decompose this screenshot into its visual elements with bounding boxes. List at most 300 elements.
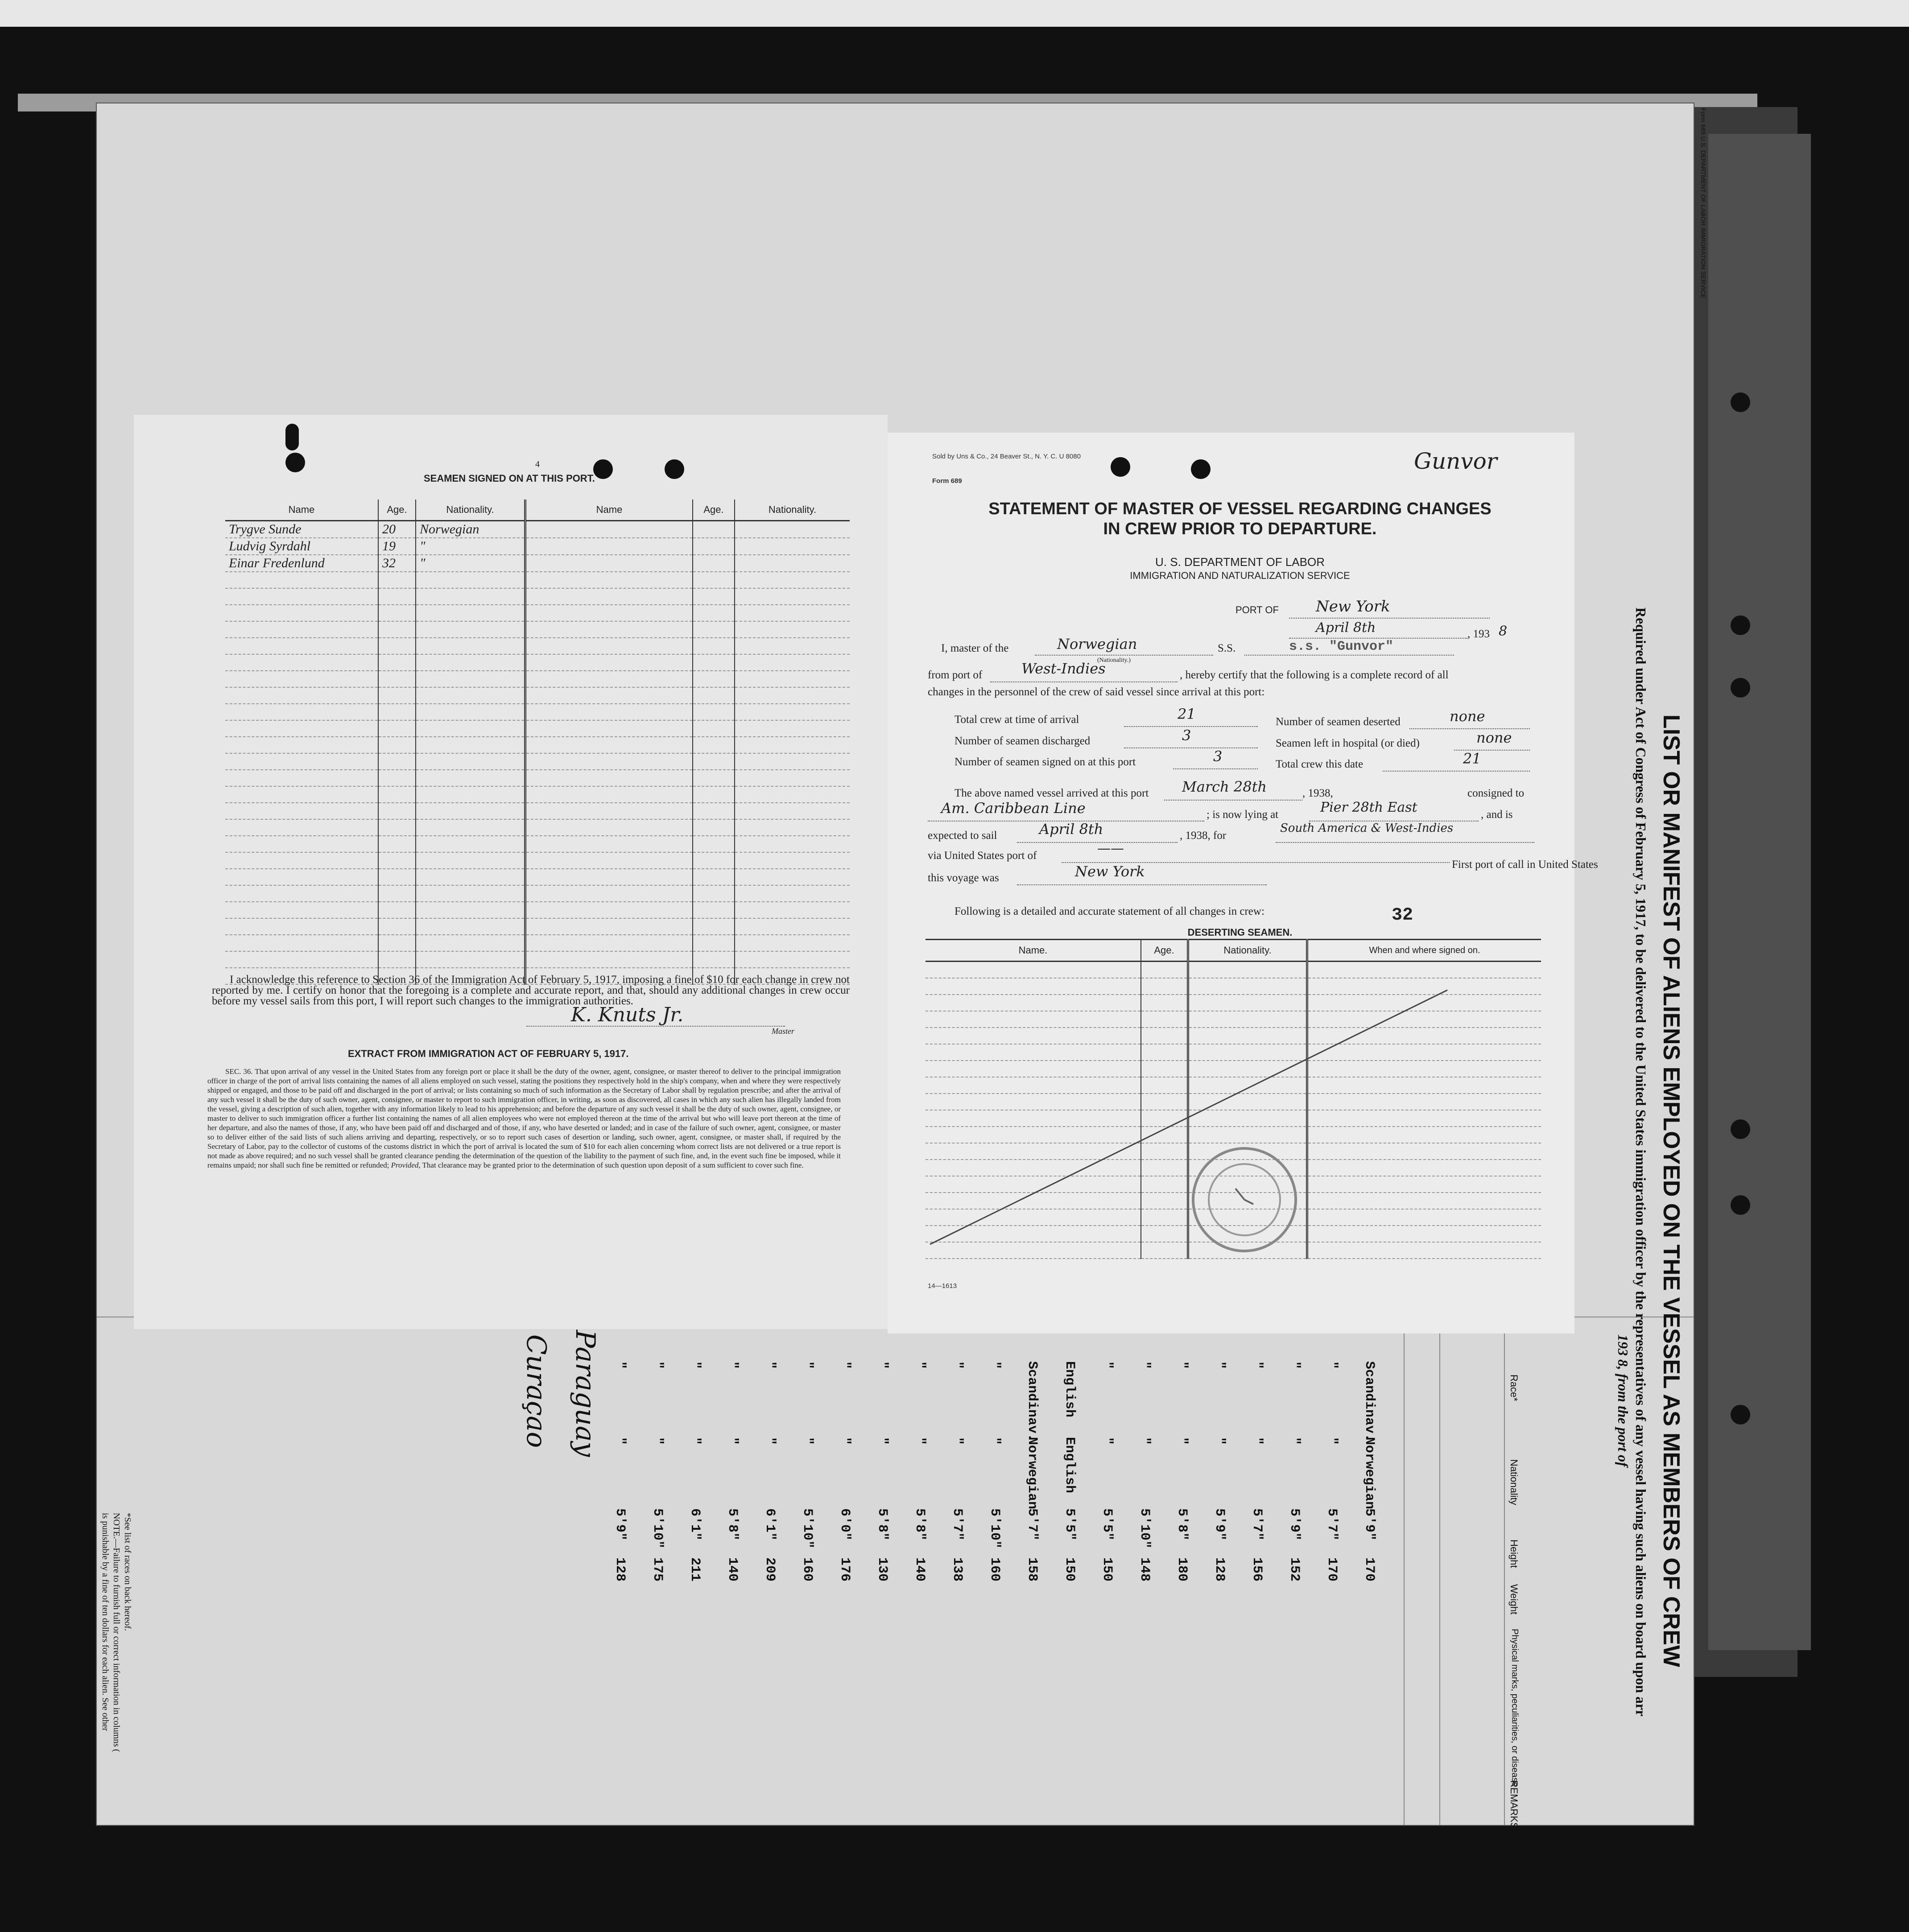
entry-nationality: " [416,555,525,572]
table-row [225,935,850,951]
entry-nationality: Norwegian [416,521,525,538]
empty-cell [416,869,525,885]
empty-cell [735,770,850,786]
master-of-label: I, master of the [941,642,1009,654]
empty-cell [693,852,735,869]
empty-cell [525,885,693,902]
manifest-cell-race: " [1137,1361,1152,1370]
ss-stamp: s.s. "Gunvor" [1289,639,1394,654]
empty-cell [693,521,735,538]
empty-cell [378,621,416,638]
manifest-cell-weight: 140 [725,1557,740,1582]
manifest-cell-weight: 152 [1287,1557,1302,1582]
statement-sheet [888,433,1598,1333]
table-row [225,836,850,852]
manifest-cell-nationality: " [1174,1437,1190,1445]
col-header-name: Name [525,500,693,521]
empty-cell [735,555,850,572]
empty-cell [525,753,693,770]
table-row [225,538,850,555]
empty-cell [416,638,525,654]
empty-cell [735,935,850,951]
manifest-cell-weight: 160 [987,1557,1002,1582]
empty-cell [735,753,850,770]
empty-cell [693,737,735,753]
empty-cell [378,770,416,786]
manifest-port-line: 193 8, from the port of [1615,1334,1631,1467]
empty-cell [378,902,416,918]
manifest-cell-nationality: " [912,1437,927,1445]
statement-title-line2: IN CREW PRIOR TO DEPARTURE. [1103,520,1377,538]
empty-cell [525,671,693,687]
empty-cell [735,572,850,588]
from-port-label: from port of [928,669,983,681]
manifest-cell-weight: 150 [1062,1557,1077,1582]
deserted-label: Number of seamen deserted [1276,716,1401,728]
total-crew-date: 21 [1463,750,1481,767]
extract-body [207,1067,841,1170]
empty-cell [525,572,693,588]
from-port-value: West-Indies [1021,660,1106,677]
empty-cell [416,770,525,786]
punch-hole [1731,615,1750,635]
empty-cell [735,621,850,638]
manifest-cell-height: 6'1" [687,1508,702,1541]
empty-cell [225,935,378,951]
manifest-cell-weight: 209 [762,1557,777,1582]
footnote: *See list of races on back hereof. [123,1513,132,1631]
table-row [225,704,850,720]
handwritten-note: Paraguay [570,1330,601,1457]
entry-age: 32 [378,555,416,572]
department-name: U. S. DEPARTMENT OF LABOR [1155,555,1325,569]
manifest-cell-race: " [1099,1361,1115,1370]
punch-hole [1731,1405,1750,1424]
manifest-cell-weight: 160 [800,1557,815,1582]
manifest-cell-weight: 158 [1025,1557,1040,1582]
empty-cell [416,753,525,770]
empty-cell [693,819,735,836]
empty-cell [416,621,525,638]
empty-cell [735,786,850,803]
empty-cell [735,836,850,852]
manifest-cell-weight: 148 [1137,1557,1152,1582]
col-header-age: Age. [693,500,735,521]
col-header-age: Age. [1141,940,1188,962]
signed-on-label: Number of seamen signed on at this port [954,756,1136,768]
manifest-cell-weight: 150 [1099,1557,1115,1582]
discharged-value: 3 [1182,727,1191,744]
manifest-cell-race: " [762,1361,777,1370]
empty-cell [525,720,693,737]
manifest-cell-weight: 140 [912,1557,927,1582]
empty-cell [735,737,850,753]
empty-cell [735,605,850,621]
empty-cell [735,588,850,605]
manifest-cell-height: 5'9" [612,1508,628,1541]
punch-hole [285,453,305,472]
empty-cell [225,654,378,671]
table-row [225,918,850,935]
official-seal [1186,1142,1302,1258]
manifest-cell-height: 6'0" [837,1508,852,1541]
col-header-height: Height [1508,1540,1520,1568]
empty-cell [735,538,850,555]
manifest-cell-race: " [687,1361,702,1370]
empty-cell [225,885,378,902]
entry-name: Ludvig Syrdahl [225,538,378,555]
manifest-cell-height: 6'1" [762,1508,777,1541]
manifest-cell-height: 5'7" [1025,1508,1040,1541]
changes-text: changes in the personnel of the crew of said vessel since arrival at this port: [928,686,1265,698]
empty-cell [225,621,378,638]
empty-cell [416,737,525,753]
extract-section: SEC. 36. [225,1067,253,1076]
manifest-cell-height: 5'8" [725,1508,740,1541]
manifest-cell-height: 5'9" [1212,1508,1227,1541]
empty-cell [416,885,525,902]
manifest-cell-weight: 180 [1174,1557,1190,1582]
table-row [225,786,850,803]
statement-title-line1: STATEMENT OF MASTER OF VESSEL REGARDING CHANGES [988,500,1492,518]
empty-cell [225,770,378,786]
manifest-cell-nationality: " [687,1437,702,1445]
table-row [225,521,850,538]
field-line [1276,842,1534,843]
sheet-number: 32 [1392,905,1413,925]
table-row [225,737,850,753]
empty-cell [693,786,735,803]
manifest-cell-height: 5'10" [987,1508,1002,1549]
signed-on-table [225,500,850,985]
manifest-cell-height: 5'7" [950,1508,965,1541]
manifest-cell-race: " [837,1361,852,1370]
total-crew-arrival-label: Total crew at time of arrival [954,714,1079,726]
hospital-value: none [1476,729,1512,746]
empty-cell [525,902,693,918]
punch-hole [1111,457,1130,477]
hospital-label: Seamen left in hospital (or died) [1276,737,1420,749]
entry-name: Trygve Sunde [225,521,378,538]
empty-cell [525,605,693,621]
manifest-cell-nationality: " [987,1437,1002,1445]
manifest-cell-race: Scandinav. [1025,1361,1040,1442]
total-crew-date-label: Total crew this date [1276,758,1364,770]
port-of-label: PORT OF [1235,604,1279,615]
date-line [1289,638,1467,639]
manifest-title: LIST OR MANIFEST OF ALIENS EMPLOYED ON THE VESSEL AS MEMBERS OF CREW [1658,714,1684,1667]
manifest-cell-race: " [1324,1361,1339,1370]
manifest-cell-race: " [650,1361,665,1370]
empty-cell [525,737,693,753]
manifest-cell-nationality: " [1324,1437,1339,1445]
empty-cell [378,885,416,902]
empty-cell [378,588,416,605]
table-row [225,572,850,588]
punch-hole [1731,1195,1750,1215]
manifest-cell-weight: 156 [1249,1557,1264,1582]
vessel-name-note: Gunvor [1414,448,1497,474]
handwritten-note: Curaçao [521,1334,552,1448]
manifest-form-number: Form 689 U.S. DEPARTMENT OF LABOR IMMIGRATION SERVICE [1700,108,1707,299]
empty-cell [378,654,416,671]
lying-label: ; is now lying at [1207,809,1279,821]
empty-cell [378,918,416,935]
voyage-value: New York [1075,863,1145,880]
table-rule [1504,1317,1505,1825]
manifest-cell-weight: 128 [1212,1557,1227,1582]
empty-cell [735,869,850,885]
col-header-nationality: Nationality. [735,500,850,521]
signed-on-value: 3 [1213,748,1223,765]
empty-cell [735,819,850,836]
empty-cell [525,869,693,885]
empty-cell [525,588,693,605]
empty-cell [225,918,378,935]
manifest-cell-nationality: " [1137,1437,1152,1445]
empty-cell [693,704,735,720]
manifest-cell-race: " [912,1361,927,1370]
extract-proviso: Provided, [391,1161,421,1169]
empty-cell [693,638,735,654]
table-row [225,638,850,654]
table-row [225,770,850,786]
nationality-caption: (Nationality.) [1097,657,1131,664]
extract-title: EXTRACT FROM IMMIGRATION ACT OF FEBRUARY 5, 1917. [348,1048,629,1059]
punch-hole [285,424,299,450]
table-rule [1404,1317,1405,1825]
table-row [225,803,850,819]
empty-cell [693,902,735,918]
punch-hole [665,459,684,479]
nationality-value: Norwegian [1057,636,1137,652]
empty-cell [735,951,850,968]
empty-cell [416,687,525,704]
empty-cell [693,671,735,687]
empty-cell [378,951,416,968]
empty-cell [378,836,416,852]
empty-cell [735,852,850,869]
table-row [225,869,850,885]
manifest-cell-nationality: " [1287,1437,1302,1445]
manifest-cell-weight: 170 [1324,1557,1339,1582]
entry-age: 20 [378,521,416,538]
empty-cell [225,786,378,803]
field-line [1164,800,1302,801]
arrived-value: March 28th [1182,778,1267,795]
signature-label: Master [772,1027,794,1036]
col-header-remarks: REMARKS [1508,1780,1520,1829]
empty-cell [525,704,693,720]
table-row [225,852,850,869]
from-port-line [990,681,1178,682]
empty-cell [525,951,693,968]
empty-cell [378,605,416,621]
signed-on-sheet [134,415,888,1329]
manifest-cell-weight: 128 [612,1557,628,1582]
empty-cell [378,572,416,588]
empty-cell [525,852,693,869]
printer-line: Sold by Uns & Co., 24 Beaver St., N. Y. C. U 8080 [932,453,1081,460]
empty-cell [525,918,693,935]
punch-hole [593,459,613,479]
field-line [1173,768,1258,769]
empty-cell [416,819,525,836]
empty-cell [416,852,525,869]
entry-name: Einar Fredenlund [225,555,378,572]
col-header-age: Age. [378,500,416,521]
empty-cell [735,803,850,819]
manifest-cell-height: 5'7" [1324,1508,1339,1541]
empty-cell [525,654,693,671]
col-header-nationality: Nationality. [416,500,525,521]
empty-cell [693,720,735,737]
manifest-cell-height: 5'5" [1062,1508,1077,1541]
manifest-cell-height: 5'10" [1137,1508,1152,1549]
empty-cell [225,836,378,852]
manifest-cell-height: 5'9" [1362,1508,1377,1541]
manifest-cell-race: " [1174,1361,1190,1370]
punch-hole [1735,1726,1755,1746]
sail-label: expected to sail [928,830,997,842]
form-number: Form 689 [932,477,962,485]
ss-line [1244,655,1454,656]
manifest-cell-nationality: " [725,1437,740,1445]
top-margin-strip [0,0,1909,27]
manifest-cell-nationality: " [762,1437,777,1445]
manifest-cell-race: Scandinav. [1362,1361,1377,1442]
manifest-cell-height: 5'9" [1287,1508,1302,1541]
empty-cell [225,869,378,885]
empty-cell [416,671,525,687]
empty-cell [525,836,693,852]
empty-cell [416,654,525,671]
empty-cell [378,786,416,803]
empty-cell [1141,962,1188,978]
consignee-value: Am. Caribbean Line [941,800,1086,817]
manifest-cell-nationality: " [1099,1437,1115,1445]
empty-cell [225,753,378,770]
manifest-cell-nationality: " [875,1437,890,1445]
empty-cell [693,605,735,621]
empty-cell [735,521,850,538]
and-is-text: , and is [1481,809,1513,821]
empty-cell [225,687,378,704]
col-header-name: Name. [926,940,1141,962]
table-rule [1439,1317,1440,1825]
manifest-cell-nationality: " [837,1437,852,1445]
empty-cell [693,555,735,572]
empty-cell [525,786,693,803]
table-row [225,720,850,737]
empty-cell [225,803,378,819]
manifest-cell-height: 5'5" [1099,1508,1115,1541]
empty-cell [378,704,416,720]
empty-cell [525,521,693,538]
extract-tail: That clearance may be granted prior to the determination of such question upon deposit of a sum sufficient to cover such fine. [422,1161,804,1169]
acknowledgment-text: I acknowledge this reference to Section 36 of the Immigration Act of February 5, 1917, imposing a fine of $10 for each change in crew not reported by me. I certify on honor that the foregoing is a complete and accurate report, and that, should any additional changes in crew occur before my vessel sails from this port, I will report such changes to the immigration authorities. [212,974,850,1007]
empty-cell [926,962,1141,978]
empty-cell [378,737,416,753]
table-row [225,885,850,902]
table-row [225,902,850,918]
empty-cell [416,720,525,737]
sail-value: April 8th [1039,821,1103,838]
empty-cell [693,836,735,852]
table-row [225,819,850,836]
col-header-weight: Weight [1508,1584,1520,1615]
field-line [1017,884,1267,885]
manifest-cell-nationality: Norwegian [1025,1437,1040,1510]
empty-cell [525,621,693,638]
empty-cell [416,918,525,935]
manifest-cell-height: 5'10" [650,1508,665,1549]
table-row [225,951,850,968]
lying-value: Pier 28th East [1320,800,1417,815]
punch-hole [1731,678,1750,698]
empty-cell [378,935,416,951]
manifest-subtitle: Required under Act of Congress of February 5, 1917, to be delivered to the United States immigration officer by the representatives of any vessel having such aliens on board upon arr [1633,607,1649,1717]
sail-destination: South America & West-Indies [1280,822,1454,835]
table-row [225,588,850,605]
empty-cell [378,803,416,819]
empty-cell [416,704,525,720]
col-header-name: Name [225,500,378,521]
manifest-cell-nationality: " [950,1437,965,1445]
sail-year: , 1938, for [1180,830,1227,842]
empty-cell [1307,962,1541,978]
empty-cell [378,819,416,836]
empty-cell [693,687,735,704]
empty-cell [693,538,735,555]
manifest-cell-nationality: " [650,1437,665,1445]
field-line [1124,747,1258,748]
empty-cell [225,572,378,588]
empty-cell [225,737,378,753]
manifest-cell-weight: 175 [650,1557,665,1582]
empty-cell [416,935,525,951]
empty-cell [693,621,735,638]
empty-cell [693,654,735,671]
empty-cell [378,687,416,704]
manifest-cell-nationality: Norwegian [1362,1437,1377,1510]
manifest-cell-weight: 176 [837,1557,852,1582]
manifest-cell-race: " [800,1361,815,1370]
empty-cell [693,918,735,935]
empty-cell [225,704,378,720]
table-row [225,654,850,671]
manifest-cell-height: 5'8" [875,1508,890,1541]
empty-cell [225,605,378,621]
empty-cell [416,572,525,588]
manifest-cell-race: English [1062,1361,1077,1418]
manifest-cell-race: " [1287,1361,1302,1370]
table-row [225,671,850,687]
empty-cell [225,720,378,737]
empty-cell [225,819,378,836]
port-of-line [1289,618,1490,619]
field-line [1383,771,1530,772]
empty-cell [525,555,693,572]
arrived-label: The above named vessel arrived at this port [954,787,1149,799]
field-line [1409,728,1530,729]
col-header-race: Race* [1508,1375,1520,1401]
first-port-label: First port of call in United States [1452,859,1598,871]
empty-cell [693,885,735,902]
empty-cell [225,588,378,605]
empty-cell [416,836,525,852]
date-value: April 8th [1316,620,1376,636]
